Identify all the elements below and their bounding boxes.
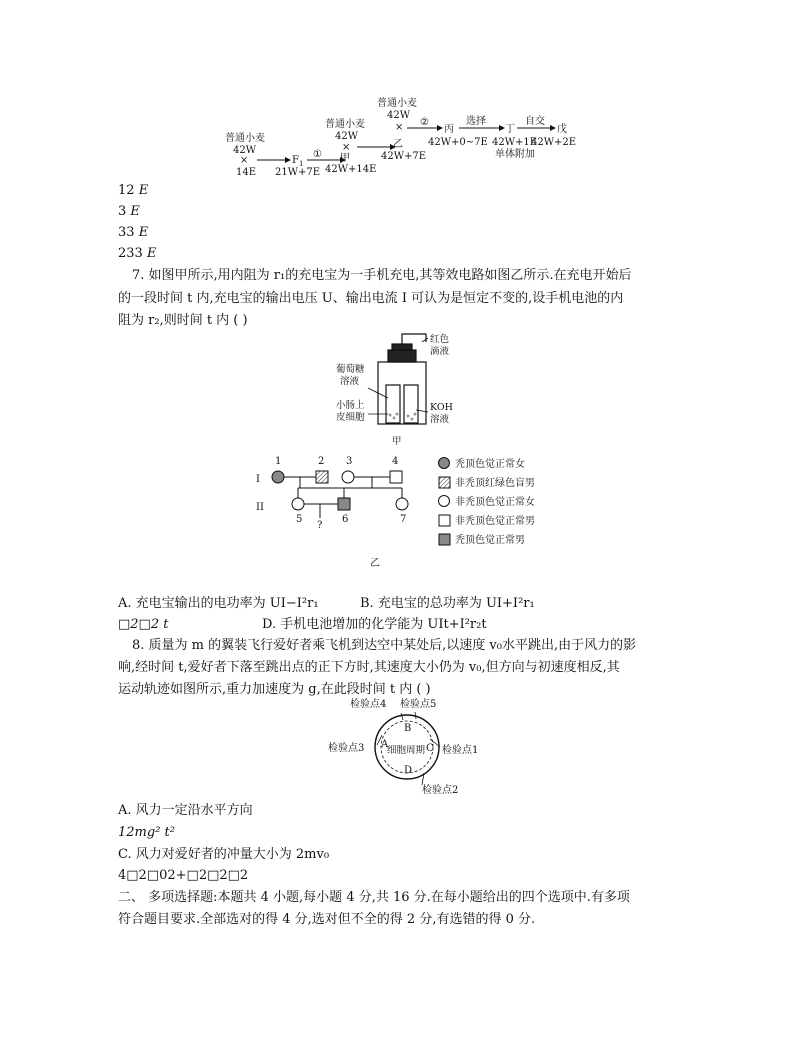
phase-c: C	[426, 743, 434, 754]
phase-a: A	[381, 739, 389, 750]
q8-line1: 8. 质量为 m 的翼装飞行爱好者乘飞机到达空中某处后,以速度 v₀水平跳出,由于风力的影	[132, 638, 637, 653]
individual-6	[338, 498, 350, 510]
step2-label: ②	[420, 117, 429, 128]
phase-b: B	[404, 723, 412, 734]
yi-genome: 42W+7E	[381, 151, 427, 162]
label-red-drop2: 滴液	[430, 346, 450, 357]
selfing-label: 自交	[525, 116, 545, 127]
wu-genome: 42W+2E	[531, 137, 577, 148]
phase-d: D	[404, 765, 413, 776]
legend-label-3: 非秃顶色觉正常女	[455, 497, 535, 508]
wheat-b-label: 普通小麦	[325, 119, 365, 130]
bing-genome: 42W+0~7E	[428, 137, 488, 148]
ding-genome: 42W+1E	[492, 137, 538, 148]
legend-symbol-2	[439, 477, 450, 488]
individual-3	[342, 471, 354, 483]
apparatus-figure	[330, 330, 470, 450]
individual-5	[292, 498, 304, 510]
yi-label: 乙	[393, 139, 403, 150]
legend-symbol-4	[439, 515, 450, 526]
legend-symbol-1	[439, 458, 450, 469]
individual-5-num: 5	[296, 514, 303, 525]
legend-symbol-5	[439, 534, 450, 545]
generation-2: II	[256, 502, 264, 513]
legend-label-2: 非秃顶红绿色盲男	[455, 478, 535, 489]
cross-symbol: ×	[342, 142, 351, 153]
checkpoint-5: 检验点5	[400, 699, 437, 710]
legend-label-1: 秃顶色觉正常女	[455, 459, 525, 470]
checkpoint-2: 检验点2	[422, 785, 459, 795]
q8-option-d: 4□2□02+□2□2□2	[118, 868, 249, 883]
checkpoint-4: 检验点4	[350, 699, 387, 710]
q7-line1: 7. 如图甲所示,用内阻为 r₁的充电宝为一手机充电,其等效电路如图乙所示.在充电开始后	[132, 268, 632, 283]
q8-option-c: C. 风力对爱好者的冲量大小为 2mv₀	[118, 847, 330, 862]
q7-option-a: A. 充电宝输出的电功率为 UI−I²r₁	[118, 596, 319, 611]
wu-label: 戊	[557, 124, 567, 135]
option-prev-d: 233 E	[118, 246, 157, 261]
option-prev-a: 12 E	[118, 183, 149, 198]
breeding-diagram	[215, 95, 580, 180]
individual-3-num: 3	[346, 456, 353, 467]
q7-option-c: □2□2 t	[118, 617, 169, 632]
individual-2	[316, 471, 328, 483]
q8-line2: 响,经时间 t,爱好者下落至跳出点的正下方时,其速度大小仍为 v₀,但方向与初速度相反,其	[118, 660, 620, 675]
q7-line3: 阻为 r₂,则时间 t 内 ( )	[118, 313, 248, 328]
jia-label: 甲	[340, 153, 350, 164]
label-koh2: 溶液	[430, 414, 450, 425]
f1-genome: 21W+7E	[275, 167, 321, 178]
legend-label-4: 非秃顶色觉正常男	[455, 516, 535, 527]
checkpoint-1: 检验点1	[442, 745, 479, 756]
individual-7-num: 7	[400, 514, 407, 525]
wheat-c-genome: 42W	[387, 110, 411, 121]
checkpoint-3: 检验点3	[328, 743, 365, 754]
individual-2-num: 2	[318, 456, 325, 467]
caption-yi: 乙	[370, 558, 380, 569]
select-label: 选择	[466, 116, 486, 127]
caption-jia: 甲	[392, 436, 402, 447]
generation-1: I	[256, 474, 260, 485]
unknown-child: ?	[317, 520, 323, 531]
q8-line3: 运动轨迹如图所示,重力加速度为 g,在此段时间 t 内 ( )	[118, 682, 431, 697]
label-cell: 小肠上	[336, 400, 365, 411]
jia-genome: 42W+14E	[325, 164, 377, 175]
individual-1-num: 1	[275, 456, 282, 467]
individual-4	[390, 471, 402, 483]
option-prev-b: 3 E	[118, 204, 140, 219]
wheat-b-genome: 42W	[335, 131, 359, 142]
q7-option-d: D. 手机电池增加的化学能为 UIt+I²r₂t	[262, 617, 487, 632]
ding-note: 单体附加	[495, 149, 535, 160]
wheat-c-label: 普通小麦	[377, 98, 417, 109]
q8-option-a: A. 风力一定沿水平方向	[118, 803, 253, 818]
cross-symbol: ×	[240, 155, 249, 166]
wheat-a-label: 普通小麦	[225, 133, 265, 144]
bing-label: 丙	[444, 124, 454, 135]
legend-symbol-3	[439, 496, 450, 507]
label-koh: KOH	[430, 402, 453, 413]
wheat-a-parent: 14E	[236, 167, 257, 178]
q7-line2: 的一段时间 t 内,充电宝的输出电压 U、输出电流 I 可认为是恒定不变的,设手机电池的内	[118, 291, 624, 306]
cycle-center-label: 细胞周期	[387, 745, 426, 756]
label-cell2: 皮细胞	[336, 412, 365, 423]
section2-line2: 符合题目要求.全部选对的得 4 分,选对但不全的得 2 分,有选错的得 0 分.	[118, 912, 536, 927]
q7-option-b: B. 充电宝的总功率为 UI+I²r₁	[360, 596, 535, 611]
individual-7	[396, 498, 408, 510]
cross-symbol: ×	[395, 122, 404, 133]
pedigree-figure	[250, 452, 560, 570]
ding-label: 丁	[505, 124, 515, 135]
section2-line1: 二、 多项选择题:本题共 4 小题,每小题 4 分,共 16 分.在每小题给出的四个选项中.有多项	[118, 890, 630, 905]
label-red-drop: 红色	[430, 334, 450, 345]
individual-4-num: 4	[392, 456, 399, 467]
legend-label-5: 秃顶色觉正常男	[455, 535, 525, 546]
step1-label: ①	[313, 149, 322, 160]
q8-option-b: 12mg² t²	[118, 825, 175, 840]
f1-sub: 1	[299, 160, 304, 168]
option-prev-c: 33 E	[118, 225, 149, 240]
wheat-a-genome: 42W	[233, 145, 257, 156]
individual-6-num: 6	[342, 514, 349, 525]
label-glucose2: 溶液	[340, 376, 360, 387]
label-glucose: 葡萄糖	[336, 364, 365, 375]
individual-1	[272, 471, 284, 483]
cell-cycle-figure	[322, 695, 497, 795]
f1-label: F	[292, 155, 299, 166]
